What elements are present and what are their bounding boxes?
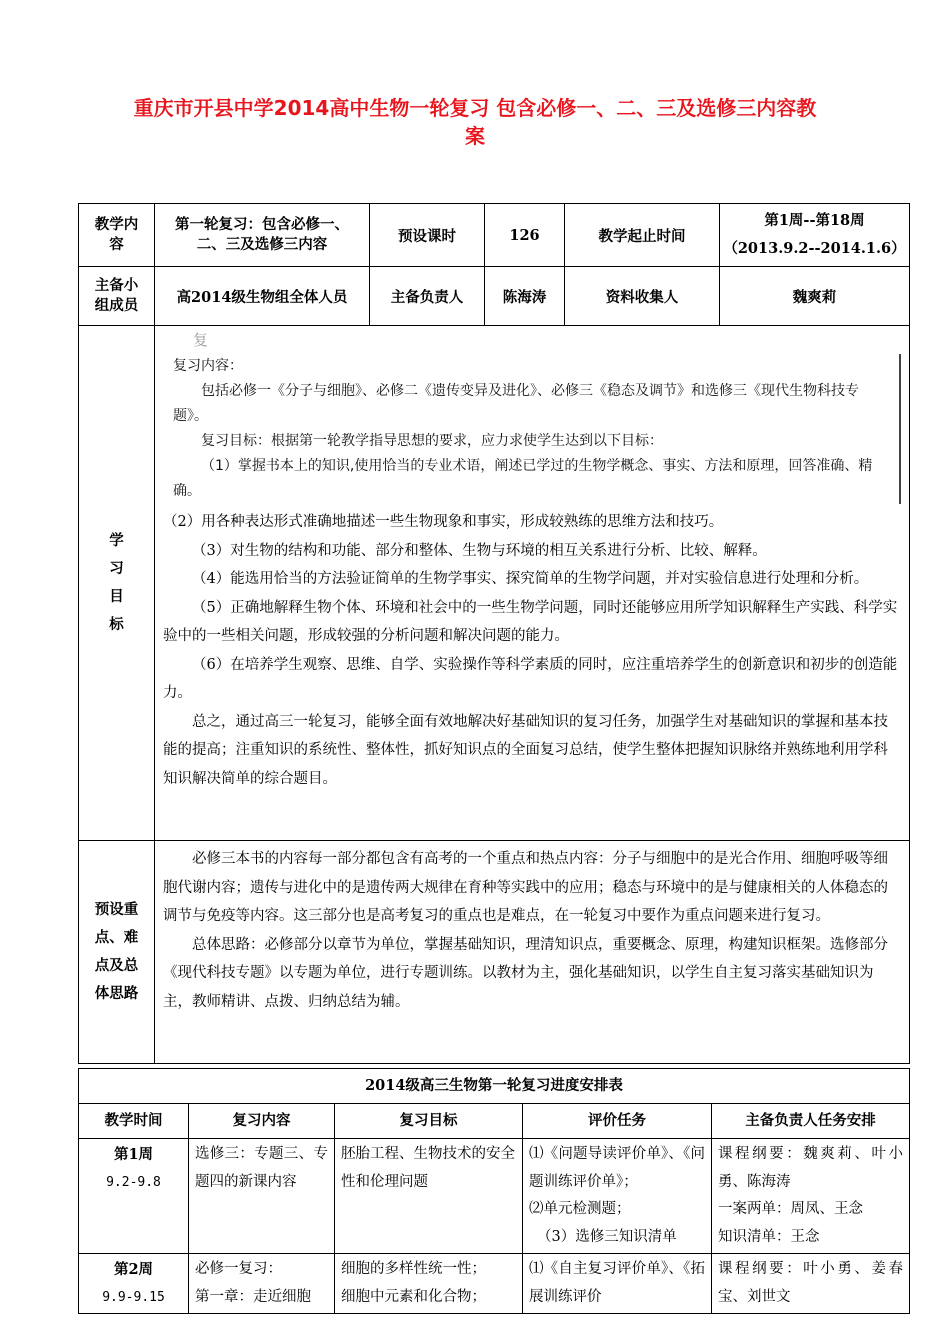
owner-line-2: 一案两单：周凤、王念	[718, 1201, 863, 1217]
col-header-time: 教学时间	[79, 1104, 189, 1139]
focus-para-1: 必修三本书的内容每一部分都包含有高考的一个重点和热点内容：分子与细胞中的是光合作用、细胞呼吸等细胞代谢内容；遗传与进化中的是遗传两大规律在育种等实践中的应用；稳态与环境中的是与健康相关的人体稳态的调节与免疫等内容。这三部分也是高考复习的重点也是难点，在一轮复习中要作为重点问题来进行复习。	[163, 851, 888, 924]
goal-cell: 胚胎工程、生物技术的安全性和伦理问题	[335, 1139, 523, 1254]
owner-cell	[712, 1139, 910, 1254]
collector-value: 魏爽莉	[720, 267, 910, 326]
content-label: 教学内容	[79, 204, 155, 267]
goal-item-4: （4）能选用恰当的方法验证简单的生物学事实、探究简单的生物学问题，并对实验信息进行处理和分析。	[192, 571, 869, 587]
schedule-header-row	[79, 1104, 910, 1139]
period-dates: （2013.9.2--2014.1.6）	[723, 240, 906, 257]
goal-item-6: （6）在培养学生观察、思维、自学、实验操作等科学素质的同时，应注重培养学生的创新意识和初步的创造能力。	[163, 656, 898, 701]
members-value: 高2014级生物组全体人员	[155, 267, 370, 326]
content-line-1: 必修一复习：	[195, 1261, 282, 1277]
info-row-2	[79, 267, 910, 326]
focus-label: 预设重点、难点及总体思路	[79, 841, 155, 1064]
col-header-content: 复习内容	[189, 1104, 335, 1139]
period-label: 教学起止时间	[565, 204, 720, 267]
title-line-1: 重庆市开县中学2014高中生物一轮复习 包含必修一、二、三及选修三内容教	[133, 96, 817, 120]
lead-label: 主备负责人	[370, 267, 485, 326]
collector-label: 资料收集人	[565, 267, 720, 326]
focus-para-2: 总体思路：必修部分以章节为单位，掌握基础知识，理清知识点，重要概念、原理，构建知识框架。选修部分《现代科技专题》以专题为单位，进行专题训练。以教材为主，强化基础知识，以学生自主复习落实基础知识为主，教师精讲、点拨、归纳总结为辅。	[163, 936, 888, 1010]
inset-goal: 复习目标：根据第一轮教学指导思想的要求，应力求使学生达到以下目标：	[201, 433, 663, 449]
goal-item-3: （3）对生物的结构和功能、部分和整体、生物与环境的相互关系进行分析、比较、解释。	[192, 542, 767, 559]
members-label: 主备小组成员	[79, 267, 155, 326]
goals-fragment: 复	[193, 331, 209, 349]
week-dates: 9.2-9.8	[106, 1174, 161, 1190]
col-header-owner: 主备负责人任务安排	[712, 1104, 910, 1139]
schedule-caption-row	[79, 1069, 910, 1104]
hours-label: 预设课时	[370, 204, 485, 267]
col-header-eval: 评价任务	[523, 1104, 712, 1139]
eval-line-3: （3）选修三知识清单	[537, 1228, 677, 1245]
goals-row	[79, 326, 910, 841]
eval-cell	[523, 1139, 712, 1254]
goal-item-2: （2）用各种表达形式准确地描述一些生物现象和事实，形成较熟练的思维方法和技巧。	[163, 514, 724, 530]
week-label: 第1周	[113, 1146, 154, 1163]
content-cell: 选修三：专题三、专题四的新课内容	[189, 1139, 335, 1254]
table-row	[79, 1139, 910, 1254]
owner-cell: 课程纲要：叶小勇、姜春宝、刘世文	[712, 1254, 910, 1314]
inset-heading: 复习内容：	[173, 358, 243, 374]
period-weeks: 第1周--第18周	[764, 212, 865, 229]
table-row	[79, 1254, 910, 1314]
pasted-image-block	[173, 354, 901, 504]
goal-line-2: 细胞中元素和化合物；	[341, 1288, 486, 1305]
inset-item-1: （1）掌握书本上的知识,使用恰当的专业术语，阐述已学过的生物学概念、事实、方法和原理，回答准确、精确。	[173, 458, 873, 499]
goals-label: 学习目标	[79, 326, 155, 841]
schedule-caption: 2014级高三生物第一轮复习进度安排表	[79, 1069, 910, 1104]
content-value: 第一轮复习：包含必修一、二、三及选修三内容	[155, 204, 370, 267]
goal-item-5: （5）正确地解释生物个体、环境和社会中的一些生物学问题，同时还能够应用所学知识解释生产实践、科学实验中的一些相关问题，形成较强的分析问题和解决问题的能力。	[163, 599, 898, 644]
eval-line-2: ⑵单元检测题；	[529, 1201, 631, 1217]
content-cell	[189, 1254, 335, 1314]
goal-line-1: 细胞的多样性统一性；	[341, 1261, 486, 1277]
content-line-2: 第一章：走近细胞	[195, 1288, 311, 1305]
col-header-goal: 复习目标	[335, 1104, 523, 1139]
week-cell	[79, 1254, 189, 1314]
owner-line-1: 课程纲要：魏爽莉、叶小勇、陈海涛	[718, 1146, 903, 1190]
goals-body	[155, 326, 910, 841]
focus-row	[79, 841, 910, 1064]
plan-table	[78, 203, 910, 1064]
eval-cell: ⑴《自主复习评价单》、《拓展训练评价	[523, 1254, 712, 1314]
week-cell	[79, 1139, 189, 1254]
week-label: 第2周	[113, 1261, 154, 1278]
focus-body	[155, 841, 910, 1064]
info-row-1	[79, 204, 910, 267]
eval-line-1: ⑴《问题导读评价单》、《问题训练评价单》；	[529, 1146, 705, 1190]
week-dates: 9.9-9.15	[102, 1289, 165, 1305]
goal-summary: 总之，通过高三一轮复习，能够全面有效地解决好基础知识的复习任务，加强学生对基础知识的掌握和基本技能的提高；注重知识的系统性、整体性，抓好知识点的全面复习总结，使学生整体把握知识脉络并熟练地利用学科知识解决简单的综合题目。	[163, 713, 888, 787]
inset-content: 包括必修一《分子与细胞》、必修二《遗传变异及进化》、必修三《稳态及调节》和选修三《现代生物科技专题》。	[173, 383, 859, 424]
hours-value: 126	[485, 204, 565, 267]
schedule-table	[78, 1068, 910, 1314]
goal-cell	[335, 1254, 523, 1314]
lead-value: 陈海涛	[485, 267, 565, 326]
document-title	[80, 94, 870, 150]
owner-line-3: 知识清单：王念	[718, 1228, 820, 1245]
period-value	[720, 204, 910, 267]
title-line-2: 案	[465, 124, 485, 148]
